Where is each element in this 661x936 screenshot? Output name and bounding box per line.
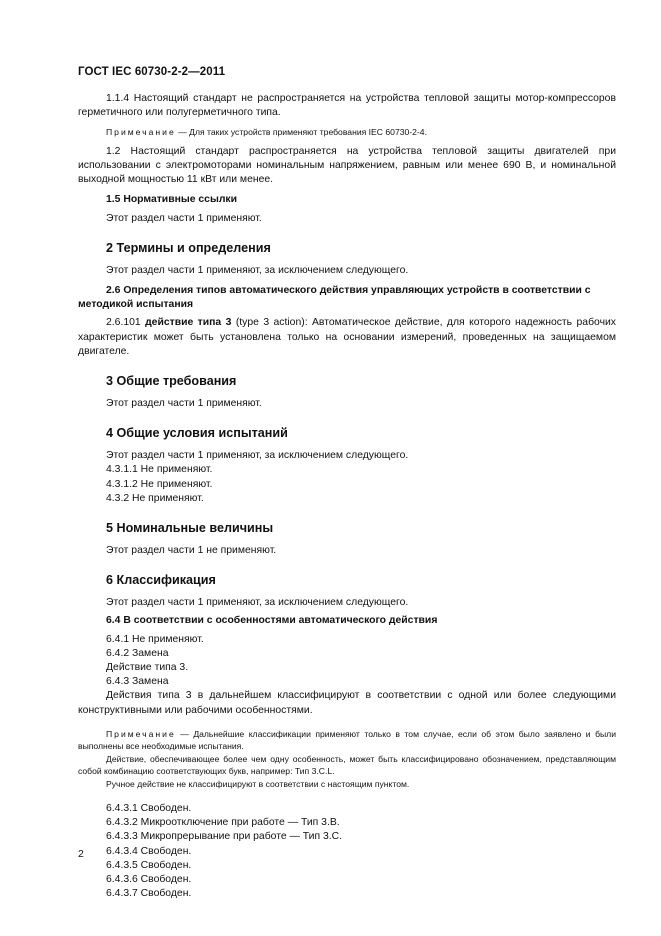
- note-1: [78, 126, 616, 138]
- list-item: 6.4.3.6 Свободен.: [106, 873, 192, 885]
- list-item: 6.4.1 Не применяют.: [106, 633, 204, 645]
- definition-2-6-101: [78, 316, 616, 359]
- list-item: Действие типа 3.: [106, 662, 189, 674]
- paragraph-1-1-4: 1.1.4 Настоящий стандарт не распространяется на устройства тепловой защиты мотор-компрессоров герметичного или полугерметичного типа.: [78, 93, 616, 119]
- document-body: [78, 92, 616, 901]
- section-text-4: Этот раздел части 1 применяют, за исключением следующего.: [106, 450, 409, 462]
- list-item: 6.4.3.7 Свободен.: [106, 888, 192, 900]
- section-text-5: Этот раздел части 1 не применяют.: [106, 545, 277, 557]
- note-label: Примечание: [106, 728, 176, 739]
- list-item: 6.4.3.1 Свободен.: [106, 802, 192, 814]
- note-2-line: Действие, обеспечивающее более чем одну особенность, может быть классифицировано обозначением, представляющим собой комбинацию соответствующих букв, например: Тип 3.C.L.: [78, 753, 616, 777]
- list-item: 6.4.3.2 Микроотключение при работе — Тип 3.B.: [106, 817, 340, 829]
- section-title-5: 5 Номинальные величины: [106, 521, 274, 536]
- list-item: 6.4.3.4 Свободен.: [106, 845, 192, 857]
- section-text-2: Этот раздел части 1 применяют, за исключением следующего.: [106, 264, 409, 276]
- section-title-4: 4 Общие условия испытаний: [106, 426, 288, 441]
- paragraph-6-4-3: Действия типа 3 в дальнейшем классифицируют в соответствии с одной или более следующими конструктивными или рабочими особенностями.: [78, 690, 616, 716]
- list-item: 4.3.1.1 Не применяют.: [106, 464, 213, 476]
- definition-number: 2.6.101: [106, 317, 146, 329]
- definition-text: (type 3 action): Автоматическое действие, для которого надежность рабочих характеристик может быть установлена только на основании измерений, проведенных на защищаемом двигателе.: [78, 317, 616, 357]
- list-item: 6.4.2 Замена: [106, 647, 169, 659]
- page-number: 2: [78, 848, 84, 860]
- list-item: 6.4.3 Замена: [106, 676, 169, 688]
- note-2-line: Ручное действие не классифицируют в соответствии с настоящим пунктом.: [106, 778, 410, 789]
- note-2: [78, 728, 616, 753]
- section-title-6: 6 Классификация: [106, 573, 216, 588]
- list-item: 4.3.2 Не применяют.: [106, 492, 204, 504]
- section-text-3: Этот раздел части 1 применяют.: [106, 398, 262, 410]
- subsection-text-1-5: Этот раздел части 1 применяют.: [106, 212, 262, 224]
- definition-term: действие типа 3: [145, 317, 232, 329]
- section-title-3: 3 Общие требования: [106, 374, 237, 389]
- subsection-title-6-4: 6.4 В соответствии с особенностями автоматического действия: [106, 615, 438, 627]
- subsection-title-1-5: 1.5 Нормативные ссылки: [106, 194, 238, 206]
- document-header: ГОСТ IEC 60730-2-2—2011: [78, 66, 226, 78]
- subsection-title-2-6: 2.6 Определения типов автоматического действия управляющих устройств в соответствии с методикой испытания: [78, 285, 591, 311]
- list-item: 6.4.3.3 Микропрерывание при работе — Тип 3.C.: [106, 831, 343, 843]
- paragraph-1-2: 1.2 Настоящий стандарт распространяется на устройства тепловой защиты двигателей при использовании с электромоторами номинальным напряжением, равным или менее 690 В, и номинальной выходной мощностью 11 кВт или менее.: [78, 145, 616, 186]
- note-label: Примечание: [106, 127, 176, 138]
- list-item: 4.3.1.2 Не применяют.: [106, 478, 213, 490]
- note-text: — Для таких устройств применяют требования IEC 60730-2-4.: [175, 127, 427, 138]
- note-text: — Дальнейшие классификации применяют только в том случае, если об этом было заявлено и были выполнены все необходимые испытания.: [78, 728, 616, 752]
- section-title-2: 2 Термины и определения: [106, 240, 271, 255]
- section-text-6: Этот раздел части 1 применяют, за исключением следующего.: [106, 597, 409, 609]
- list-item: 6.4.3.5 Свободен.: [106, 859, 192, 871]
